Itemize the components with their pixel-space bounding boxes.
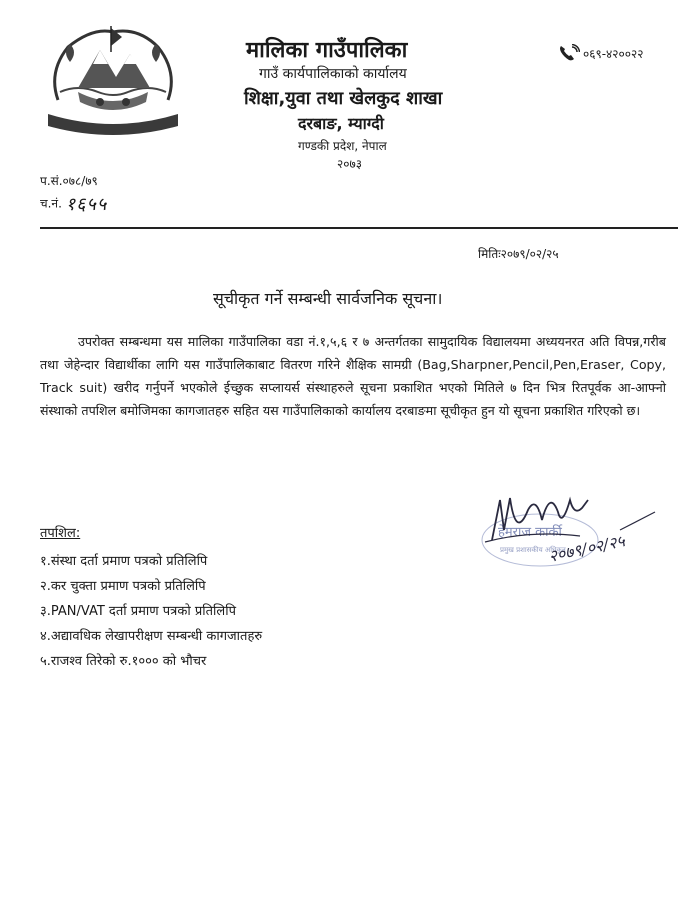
address: दरबाङ, म्याग्दी [298,114,384,133]
phone-icon [558,44,580,62]
list-item: २.कर चुक्ता प्रमाण पत्रको प्रतिलिपि [40,579,206,594]
list-item: १.संस्था दर्ता प्रमाण पत्रको प्रतिलिपि [40,554,208,569]
header-divider [40,227,678,229]
body-text: उपरोक्त सम्बन्धमा यस मालिका गाउँपालिका वडा नं.१,५,६ र ७ अन्तर्गतका सामुदायिक विद्यालयमा अध्ययनरत अति विपन्न,गरीब तथा जेहेन्दार विद्यार्थीका लागि यस गाउँपालिकाबाट वितरण गरिने शैक्षिक सामग्री (Bag,Sharpner,Pencil,Pen,Eraser, Copy, Track suit) खरीद गर्नुपर्ने भएकोले ईच्छुक सप्लायर्स संस्थाहरुले सूचना प्रकाशित भएको मितिले ७ दिन भित्र रितपूर्वक आ-आफ्नो संस्थाको तपशिल बमोजिमका कागजातहरु सहित यस गाउँपालिकाको कार्यालय दरबाङमा सूचीकृत हुन यो सूचना प्रकाशित गरिएको छ। [40,334,666,418]
emblem-motto: जननी जन्मभूमिश्च स्वर्गादपि गरीयसी [84,116,144,121]
stamp-title: प्रमुख प्रशासकीय अधिकृत [500,546,566,554]
established-year: २०७३ [337,157,362,171]
dispatch-block [40,192,107,216]
subject-line: सूचीकृत गर्ने सम्बन्धी सार्वजनिक सूचना। [213,289,443,308]
reference-number: प.सं.०७८/७९ [40,174,98,188]
phone-number: ०६९-४२००२२ [583,46,644,61]
list-item: ५.राजश्व तिरेको रु.१००० को भौचर [40,654,207,669]
list-item: ३.PAN/VAT दर्ता प्रमाण पत्रको प्रतिलिपि [40,604,236,619]
nepal-emblem-icon [38,22,188,140]
org-name: मालिका गाउँपालिका [246,38,408,63]
stamp-name: हेमराज कार्की [498,525,562,540]
dispatch-label: च.नं. [40,196,62,211]
province: गण्डकी प्रदेश, नेपाल [298,139,387,153]
list-item: ४.अद्यावधिक लेखापरीक्षण सम्बन्धी कागजातहरु [40,629,263,644]
body-paragraph [40,330,666,422]
office-name: गाउँ कार्यपालिकाको कार्यालय [259,66,407,82]
list-heading: तपशिल: [40,526,81,541]
letter-date: मितिः२०७९/०२/२५ [478,247,559,261]
document-list [40,549,262,674]
dispatch-number: १६५५ [65,194,108,215]
phone-block [558,44,644,62]
section-name: शिक्षा,युवा तथा खेलकुद शाखा [244,88,443,109]
signature-date: २०७९/०२/२५ [546,531,627,566]
signature-stamp [470,470,680,580]
